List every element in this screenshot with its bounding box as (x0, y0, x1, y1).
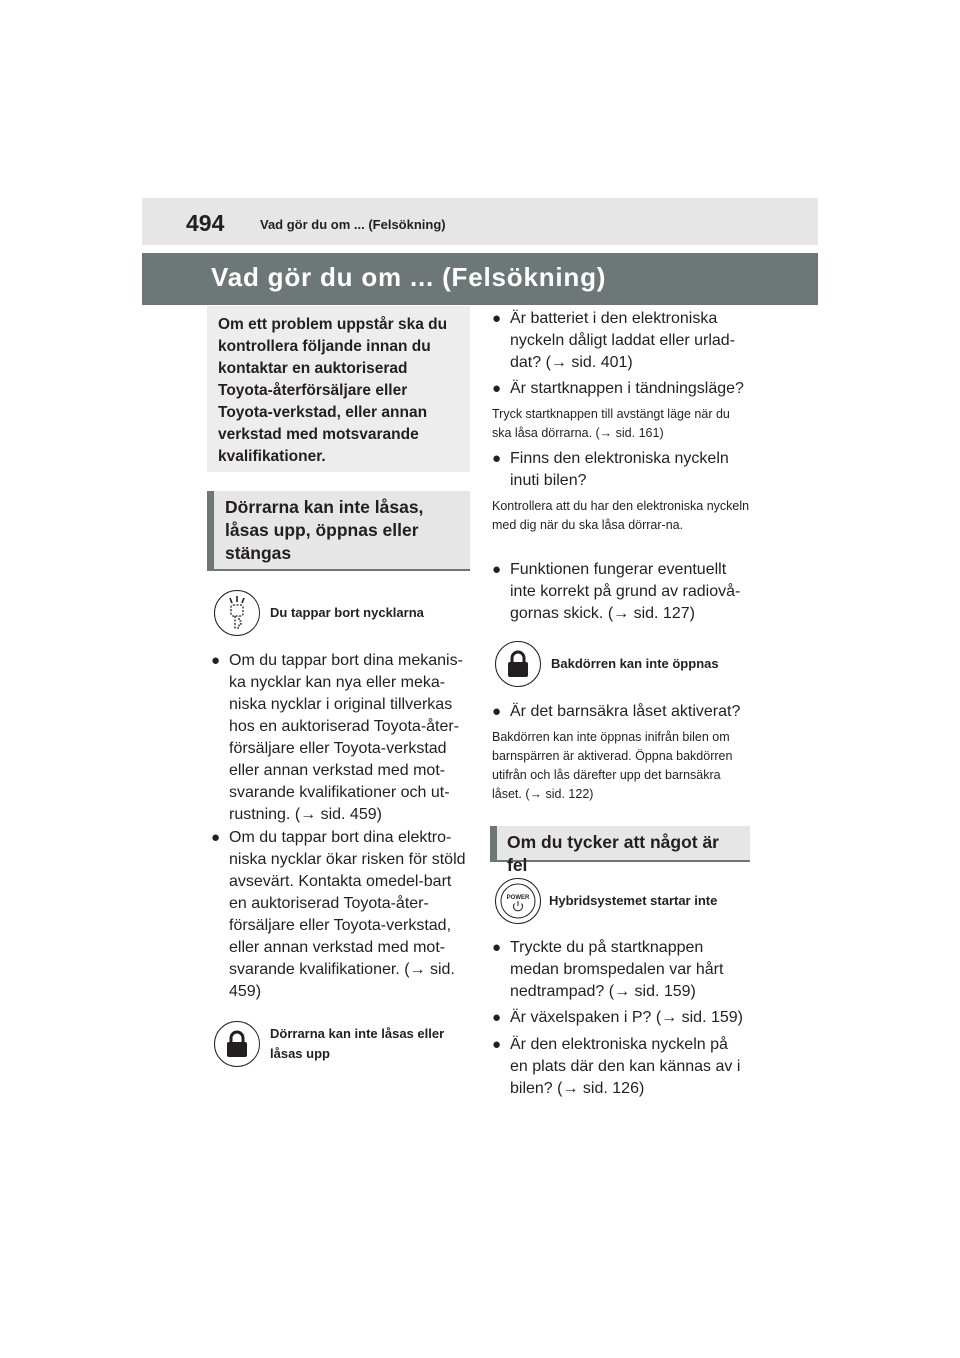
key-icon (214, 590, 260, 636)
power-button-icon (495, 878, 541, 924)
bullet-icon: ● (492, 380, 502, 397)
rear-door-label: Bakdörren kan inte öppnas (551, 656, 719, 671)
list-item: ● Om du tappar bort dina mekanis-ka nycklar kan nya eller meka-niska nycklar i original tillverkas hos en auktoriserad Toyota-åter-försäljare eller Toyota-verkstad eller annan verkstad med mot-svarande kvalifikationer och ut-rustning. (→ sid. 459) (211, 652, 463, 823)
intro-text: Om ett problem uppstår ska du kontrollera följande innan du kontaktar en auktoriserad Toyota-återförsäljare eller Toyota-verkstad, eller annan verkstad med motsvarande kvalifikationer. (218, 316, 448, 465)
hybrid-label: Hybridsystemet startar inte (549, 893, 718, 908)
list-item: ● Är startknappen i tändningsläge? (492, 378, 752, 400)
running-head: Vad gör du om ... (Felsökning) (260, 217, 446, 232)
header-bar (142, 198, 818, 245)
list-item: ● Finns den elektroniska nyckeln inuti bilen? (492, 450, 729, 489)
note-text: Tryck startknappen till avstängt läge när du ska låsa dörrarna. (→ sid. 161) (492, 407, 730, 440)
rear-door-row (495, 641, 719, 687)
padlock-icon (214, 1021, 260, 1067)
list-item: ● Är batteriet i den elektroniska nyckeln dåligt laddat eller urlad-dat? (→ sid. 401) (492, 310, 736, 371)
section-heading-fault-text: Om du tycker att något är fel (507, 832, 719, 875)
bullet-icon: ● (492, 1036, 502, 1053)
bullet-icon: ● (492, 939, 502, 956)
list-item: ● Är växelspaken i P? (→ sid. 159) (492, 1007, 750, 1029)
bullet-icon: ● (211, 829, 221, 846)
list-item: ● Tryckte du på startknappen medan bromspedalen var hårt nedtrampad? (→ sid. 159) (492, 939, 724, 1000)
note-text: Bakdörren kan inte öppnas inifrån bilen om barnspärren är aktiverad. Öppna bakdörren utifrån och lås därefter upp det barnsäkra låset. (→ sid. 122) (492, 730, 733, 801)
section-heading-fault (490, 826, 750, 875)
list-item: ● Är den elektroniska nyckeln på en plats där den kan kännas av i bilen? (→ sid. 126) (492, 1036, 741, 1097)
bullet-icon: ● (211, 652, 221, 669)
page-number: 494 (186, 210, 225, 236)
cannot-lock-label: Dörrarna kan inte låsas eller låsas upp (270, 1026, 445, 1061)
cannot-lock-row (214, 1021, 470, 1067)
list-item: ● Är det barnsäkra låset aktiverat? (492, 701, 754, 723)
section-heading-doors (207, 491, 470, 571)
bullet-icon: ● (492, 310, 502, 327)
lost-keys-label: Du tappar bort nycklarna (270, 605, 424, 620)
hybrid-row (495, 878, 717, 924)
lost-keys-row (214, 590, 424, 636)
intro-box (207, 306, 470, 472)
page-title: Vad gör du om ... (Felsökning) (211, 262, 607, 292)
bullet-icon: ● (492, 561, 502, 578)
section-heading-doors-text: Dörrarna kan inte låsas, låsas upp, öppnas eller stängas (225, 497, 424, 563)
bullet-icon: ● (492, 703, 502, 720)
padlock-icon (495, 641, 541, 687)
bullet-icon: ● (492, 450, 502, 467)
power-button-text: POWER (506, 895, 530, 901)
note-text: Kontrollera att du har den elektroniska nyckeln med dig när du ska låsa dörrar-na. (492, 499, 750, 532)
list-item: ● Om du tappar bort dina elektro-niska nycklar ökar risken för stöld avsevärt. Kontakta omedel-bart en auktoriserad Toyota-åter-försäljare eller Toyota-verkstad, eller annan verkstad med mot-svarande kvalifikationer. (→ sid. 459) (211, 829, 466, 1000)
list-item: ● Funktionen fungerar eventuellt inte korrekt på grund av radiovå-gornas skick. (→ sid. 127) (492, 561, 741, 622)
bullet-icon: ● (492, 1009, 502, 1026)
